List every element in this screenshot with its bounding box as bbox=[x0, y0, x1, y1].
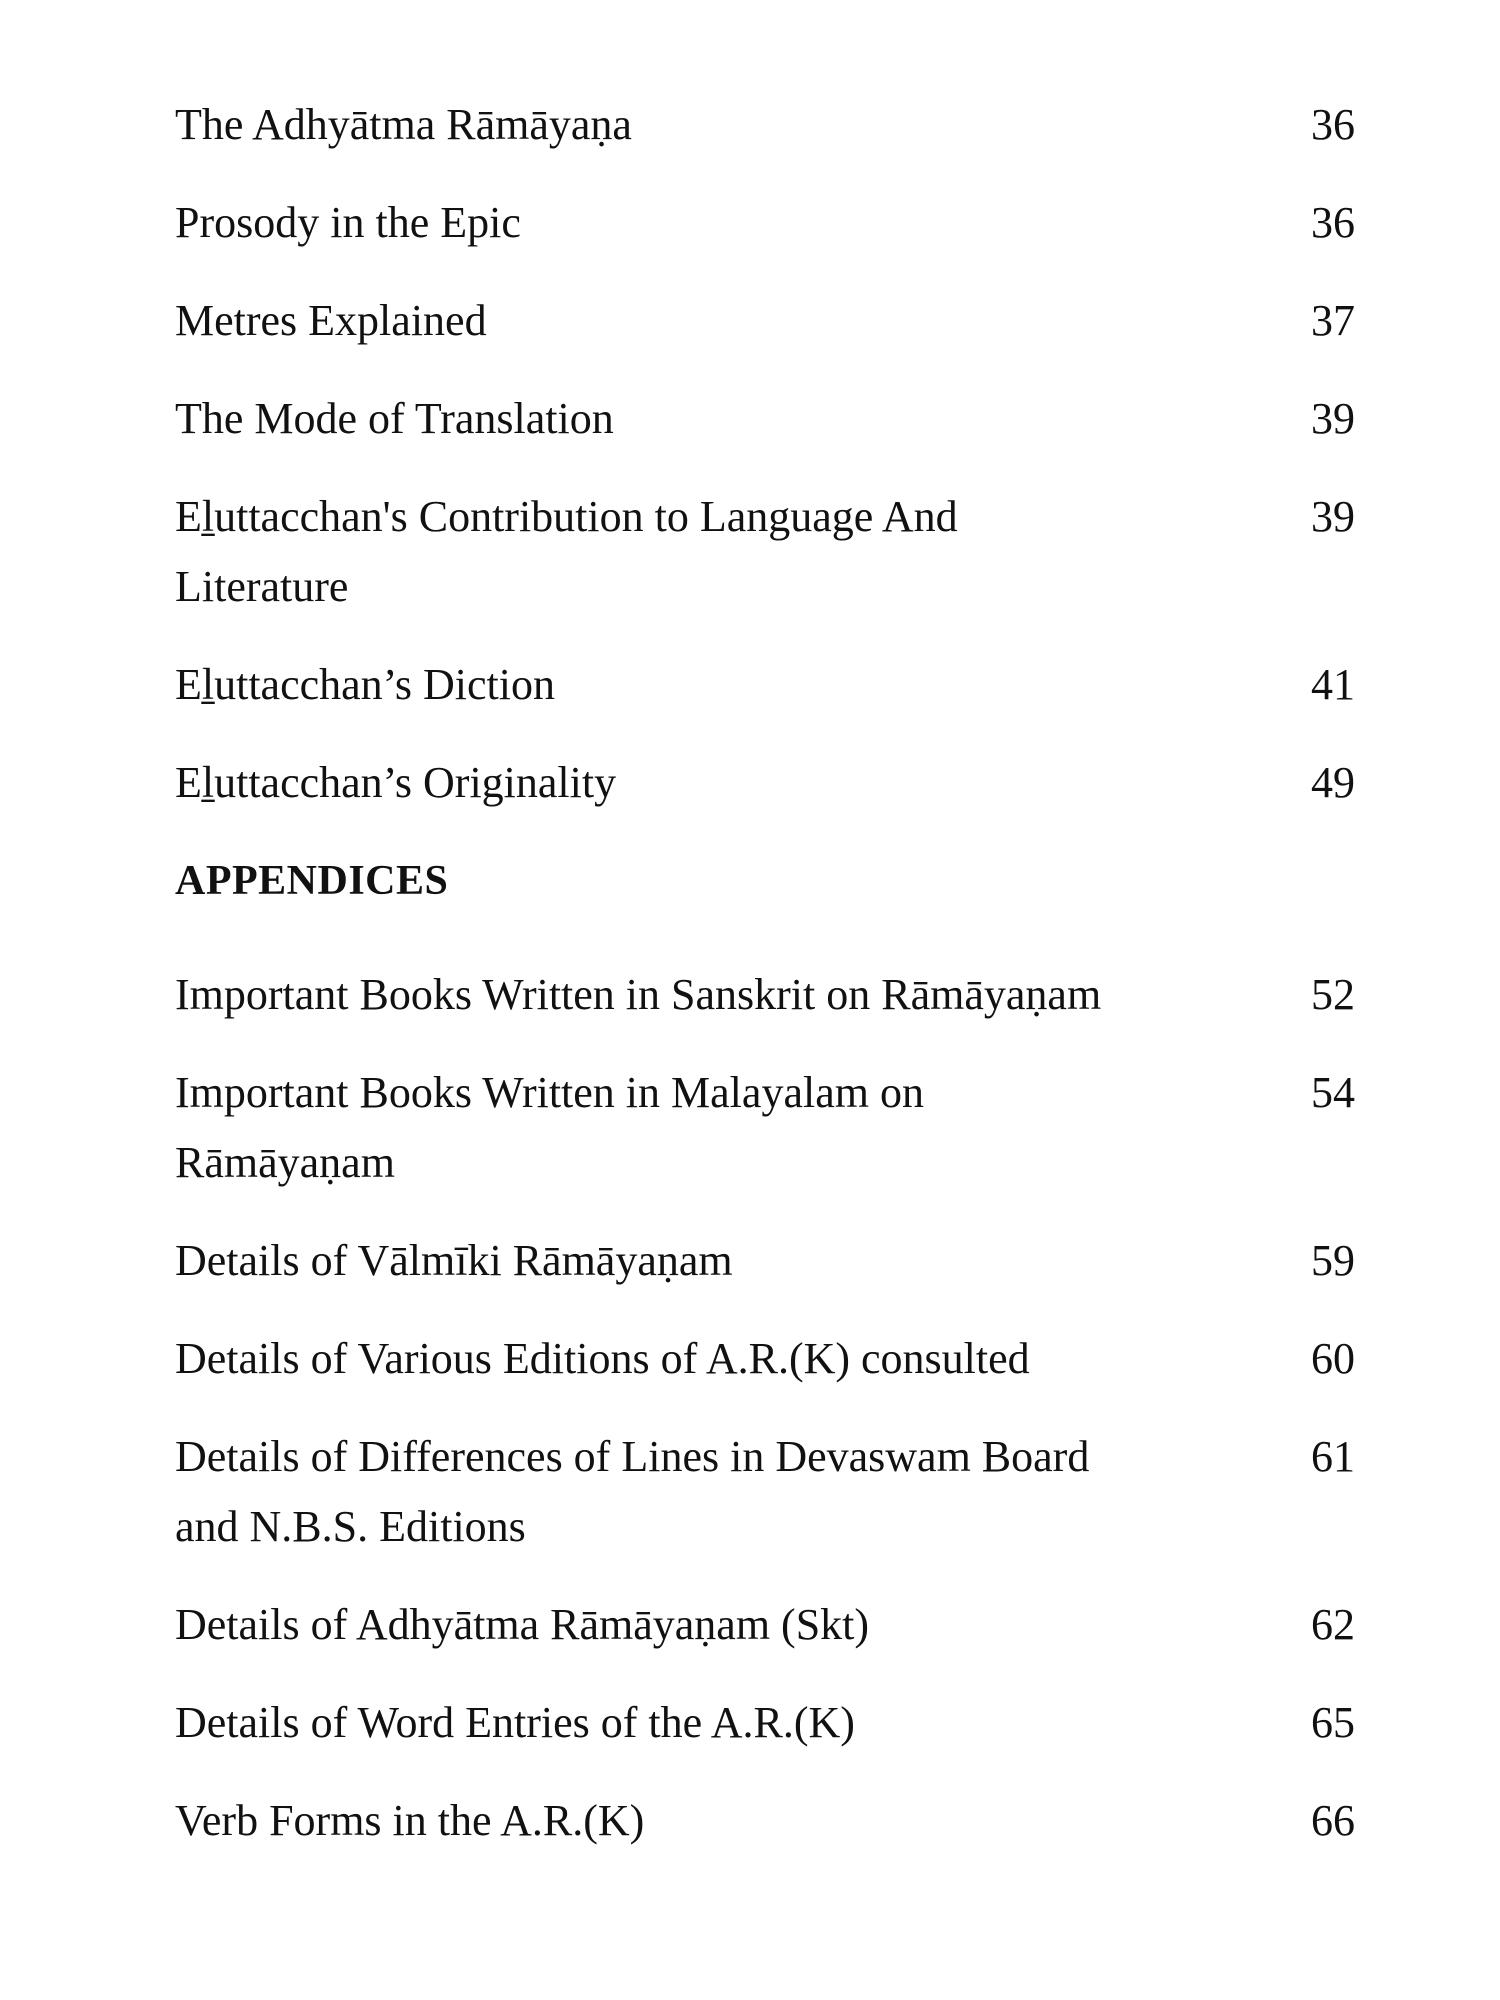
toc-entry-title: Eḻuttacchan’s Diction bbox=[175, 660, 555, 709]
appendix-entry-title: Important Books Written in Malayalam on Rāmāyaṇam bbox=[175, 1068, 924, 1187]
toc-entry bbox=[175, 286, 1355, 356]
toc-entry-title: The Adhyātma Rāmāyaṇa bbox=[175, 100, 632, 149]
toc-entry-page: 37 bbox=[1311, 296, 1355, 345]
appendix-entry bbox=[175, 960, 1355, 1030]
appendix-entry-title: Details of Adhyātma Rāmāyaṇam (Skt) bbox=[175, 1600, 870, 1649]
appendix-entry bbox=[175, 1226, 1355, 1296]
appendix-entry bbox=[175, 1688, 1355, 1758]
toc-entry-page: 36 bbox=[1311, 198, 1355, 247]
toc-entry bbox=[175, 482, 1355, 622]
appendix-entry-page: 60 bbox=[1311, 1334, 1355, 1383]
appendix-entry bbox=[175, 1786, 1355, 1856]
appendix-entry-page: 52 bbox=[1311, 970, 1355, 1019]
toc-entry-page: 49 bbox=[1311, 758, 1355, 807]
toc-entry bbox=[175, 188, 1355, 258]
appendix-entry bbox=[175, 1590, 1355, 1660]
appendix-entry bbox=[175, 1324, 1355, 1394]
appendix-entry-title: Details of Various Editions of A.R.(K) consulted bbox=[175, 1334, 1030, 1383]
appendix-entry-title: Details of Word Entries of the A.R.(K) bbox=[175, 1698, 855, 1747]
toc-entry-page: 41 bbox=[1311, 660, 1355, 709]
appendix-entry bbox=[175, 1058, 1355, 1198]
appendix-entry bbox=[175, 1422, 1355, 1562]
toc-entry-page: 36 bbox=[1311, 100, 1355, 149]
appendix-entry-title: Details of Differences of Lines in Devaswam Board and N.B.S. Editions bbox=[175, 1432, 1090, 1551]
appendix-entry-page: 54 bbox=[1311, 1068, 1355, 1117]
toc-entry-title: Prosody in the Epic bbox=[175, 198, 521, 247]
toc-entry bbox=[175, 90, 1355, 160]
toc-entry-page: 39 bbox=[1311, 394, 1355, 443]
appendix-entry-title: Details of Vālmīki Rāmāyaṇam bbox=[175, 1236, 733, 1285]
appendix-entry-page: 61 bbox=[1311, 1432, 1355, 1481]
appendix-entry-page: 59 bbox=[1311, 1236, 1355, 1285]
appendix-entry-page: 66 bbox=[1311, 1796, 1355, 1845]
toc-entry-title: The Mode of Translation bbox=[175, 394, 614, 443]
toc-entry-title: Eḻuttacchan's Contribution to Language And Literature bbox=[175, 492, 958, 611]
appendix-entry-title: Important Books Written in Sanskrit on Rāmāyaṇam bbox=[175, 970, 1102, 1019]
toc-entry bbox=[175, 650, 1355, 720]
appendix-entry-title: Verb Forms in the A.R.(K) bbox=[175, 1796, 645, 1845]
appendix-entry-page: 65 bbox=[1311, 1698, 1355, 1747]
toc-entry-page: 39 bbox=[1311, 492, 1355, 541]
toc-entry-title: Eḻuttacchan’s Originality bbox=[175, 758, 617, 807]
toc-entry-title: Metres Explained bbox=[175, 296, 487, 345]
appendix-entry-page: 62 bbox=[1311, 1600, 1355, 1649]
toc-entry bbox=[175, 748, 1355, 818]
appendices-heading: APPENDICES bbox=[175, 858, 449, 904]
table-of-contents bbox=[175, 90, 1355, 1884]
toc-entry bbox=[175, 384, 1355, 454]
